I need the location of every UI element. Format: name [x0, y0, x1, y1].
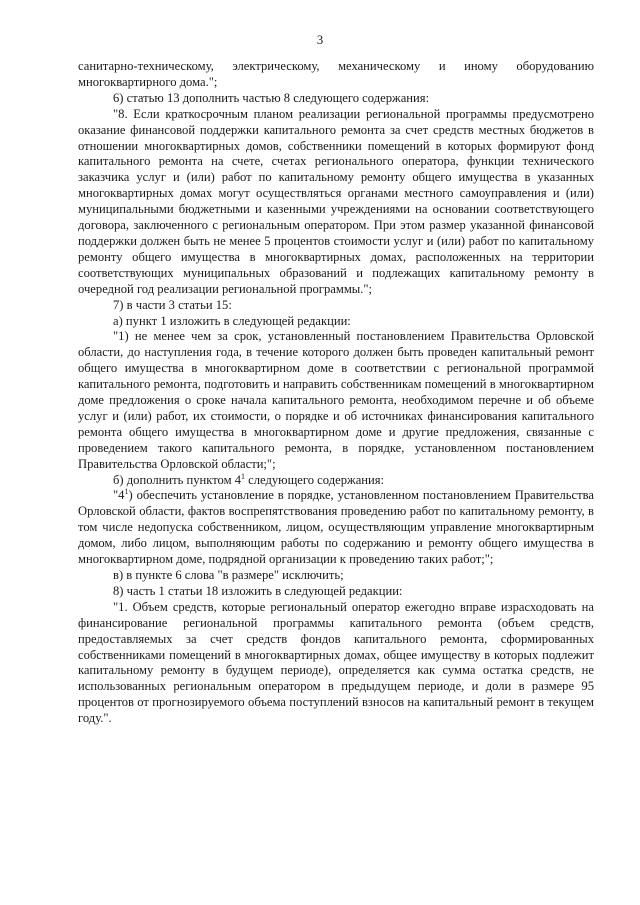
paragraph-subitem-b-text-after: следующего содержания: [245, 472, 385, 487]
superscript: 1 [124, 487, 129, 497]
paragraph-point-4-1-text-before: "4 [113, 488, 125, 503]
superscript: 1 [241, 471, 246, 481]
paragraph-point-4-1 [78, 488, 594, 568]
paragraph-item-8: 8) часть 1 статьи 18 изложить в следующей редакции: [113, 583, 403, 598]
paragraph-subitem-a: а) пункт 1 изложить в следующей редакции: [113, 313, 351, 328]
page-number: 3 [316, 33, 324, 47]
paragraph-point-1: "1) не менее чем за срок, установленный постановлением Правительства Орловской области, до наступления года, в течение которого должен быть проведен капитальный ремонт общего имущества в многоквартирном доме в соответствии с региональной программой капитального ремонта, подготовить и направить собственникам помещений в многоквартирном доме предложения о сроке начала капитального ремонта, необходимом перечне и об объеме услуг и (или) работ, их стоимости, о порядке и об источниках финансирования капитального ремонта общего имущества в многоквартирном доме и другие предложения, связанные с проведением такого капитального ремонта, в порядке, установленном постановлением Правительства Орловской области;"; [78, 329, 594, 471]
paragraph-subitem-b-text-before: б) дополнить пунктом 4 [113, 472, 242, 487]
paragraph-continuation: санитарно-техническому, электрическому, механическому и иному оборудованию многоквартирного дома."; [78, 59, 594, 89]
paragraph-point-4-1-text-after: ) обеспечить установление в порядке, установленном постановлением Правительства Орловской области, фактов воспрепятствования проведению работ по капитальному ремонту, в том числе недопуска собственником, лицом, осуществляющим управление многоквартирным домом, либо лицом, выполняющим работы по содержанию и ремонту общего имущества в многоквартирном доме, подрядной организации к проведению таких работ;"; [78, 488, 594, 567]
paragraph-item-7: 7) в части 3 статьи 15: [113, 297, 232, 312]
paragraph-subitem-b [78, 473, 594, 489]
paragraph-item-6: 6) статью 13 дополнить частью 8 следующего содержания: [113, 90, 430, 105]
paragraph-article-13-part-8: "8. Если краткосрочным планом реализации региональной программы предусмотрено оказание финансовой поддержки капитального ремонта за счет средств местных бюджетов в отношении многоквартирных домов, собственники помещений в которых формируют фонд капитального ремонта на счете, счетах регионального оператора, функции технического заказчика услуг и (или) работ по капитальному ремонту общего имущества в указанных многоквартирных домах могут осуществляться органами местного самоуправления и (или) муниципальными бюджетными и казенными учреждениями на основании соответствующего договора, заключенного с региональным оператором. При этом размер указанной финансовой поддержки должен быть не менее 5 процентов стоимости услуг и (или) работ по капитальному ремонту общего имущества в многоквартирных домах, расположенных на территории соответствующих муниципальных образований и подлежащих капитальному ремонту в очередной год реализации региональной программы."; [78, 106, 594, 296]
paragraph-article-18-part-1: "1. Объем средств, которые региональный оператор ежегодно вправе израсходовать на финансирование региональной программы капитального ремонта (объем средств, предоставляемых за счет средств фондов капитального ремонта, сформированных собственниками помещений в многоквартирных домах, общее имуществу в которых подлежит капитальному ремонту в будущем периоде), определяется как сумма остатка средств, не использованных региональным оператором в предыдущем периоде, и доли в размере 95 процентов от прогнозируемого объема поступлений взносов на капитальный ремонт в текущем году.". [78, 599, 594, 726]
document-body [78, 59, 594, 727]
paragraph-subitem-v: в) в пункте 6 слова "в размере" исключить; [113, 568, 344, 582]
